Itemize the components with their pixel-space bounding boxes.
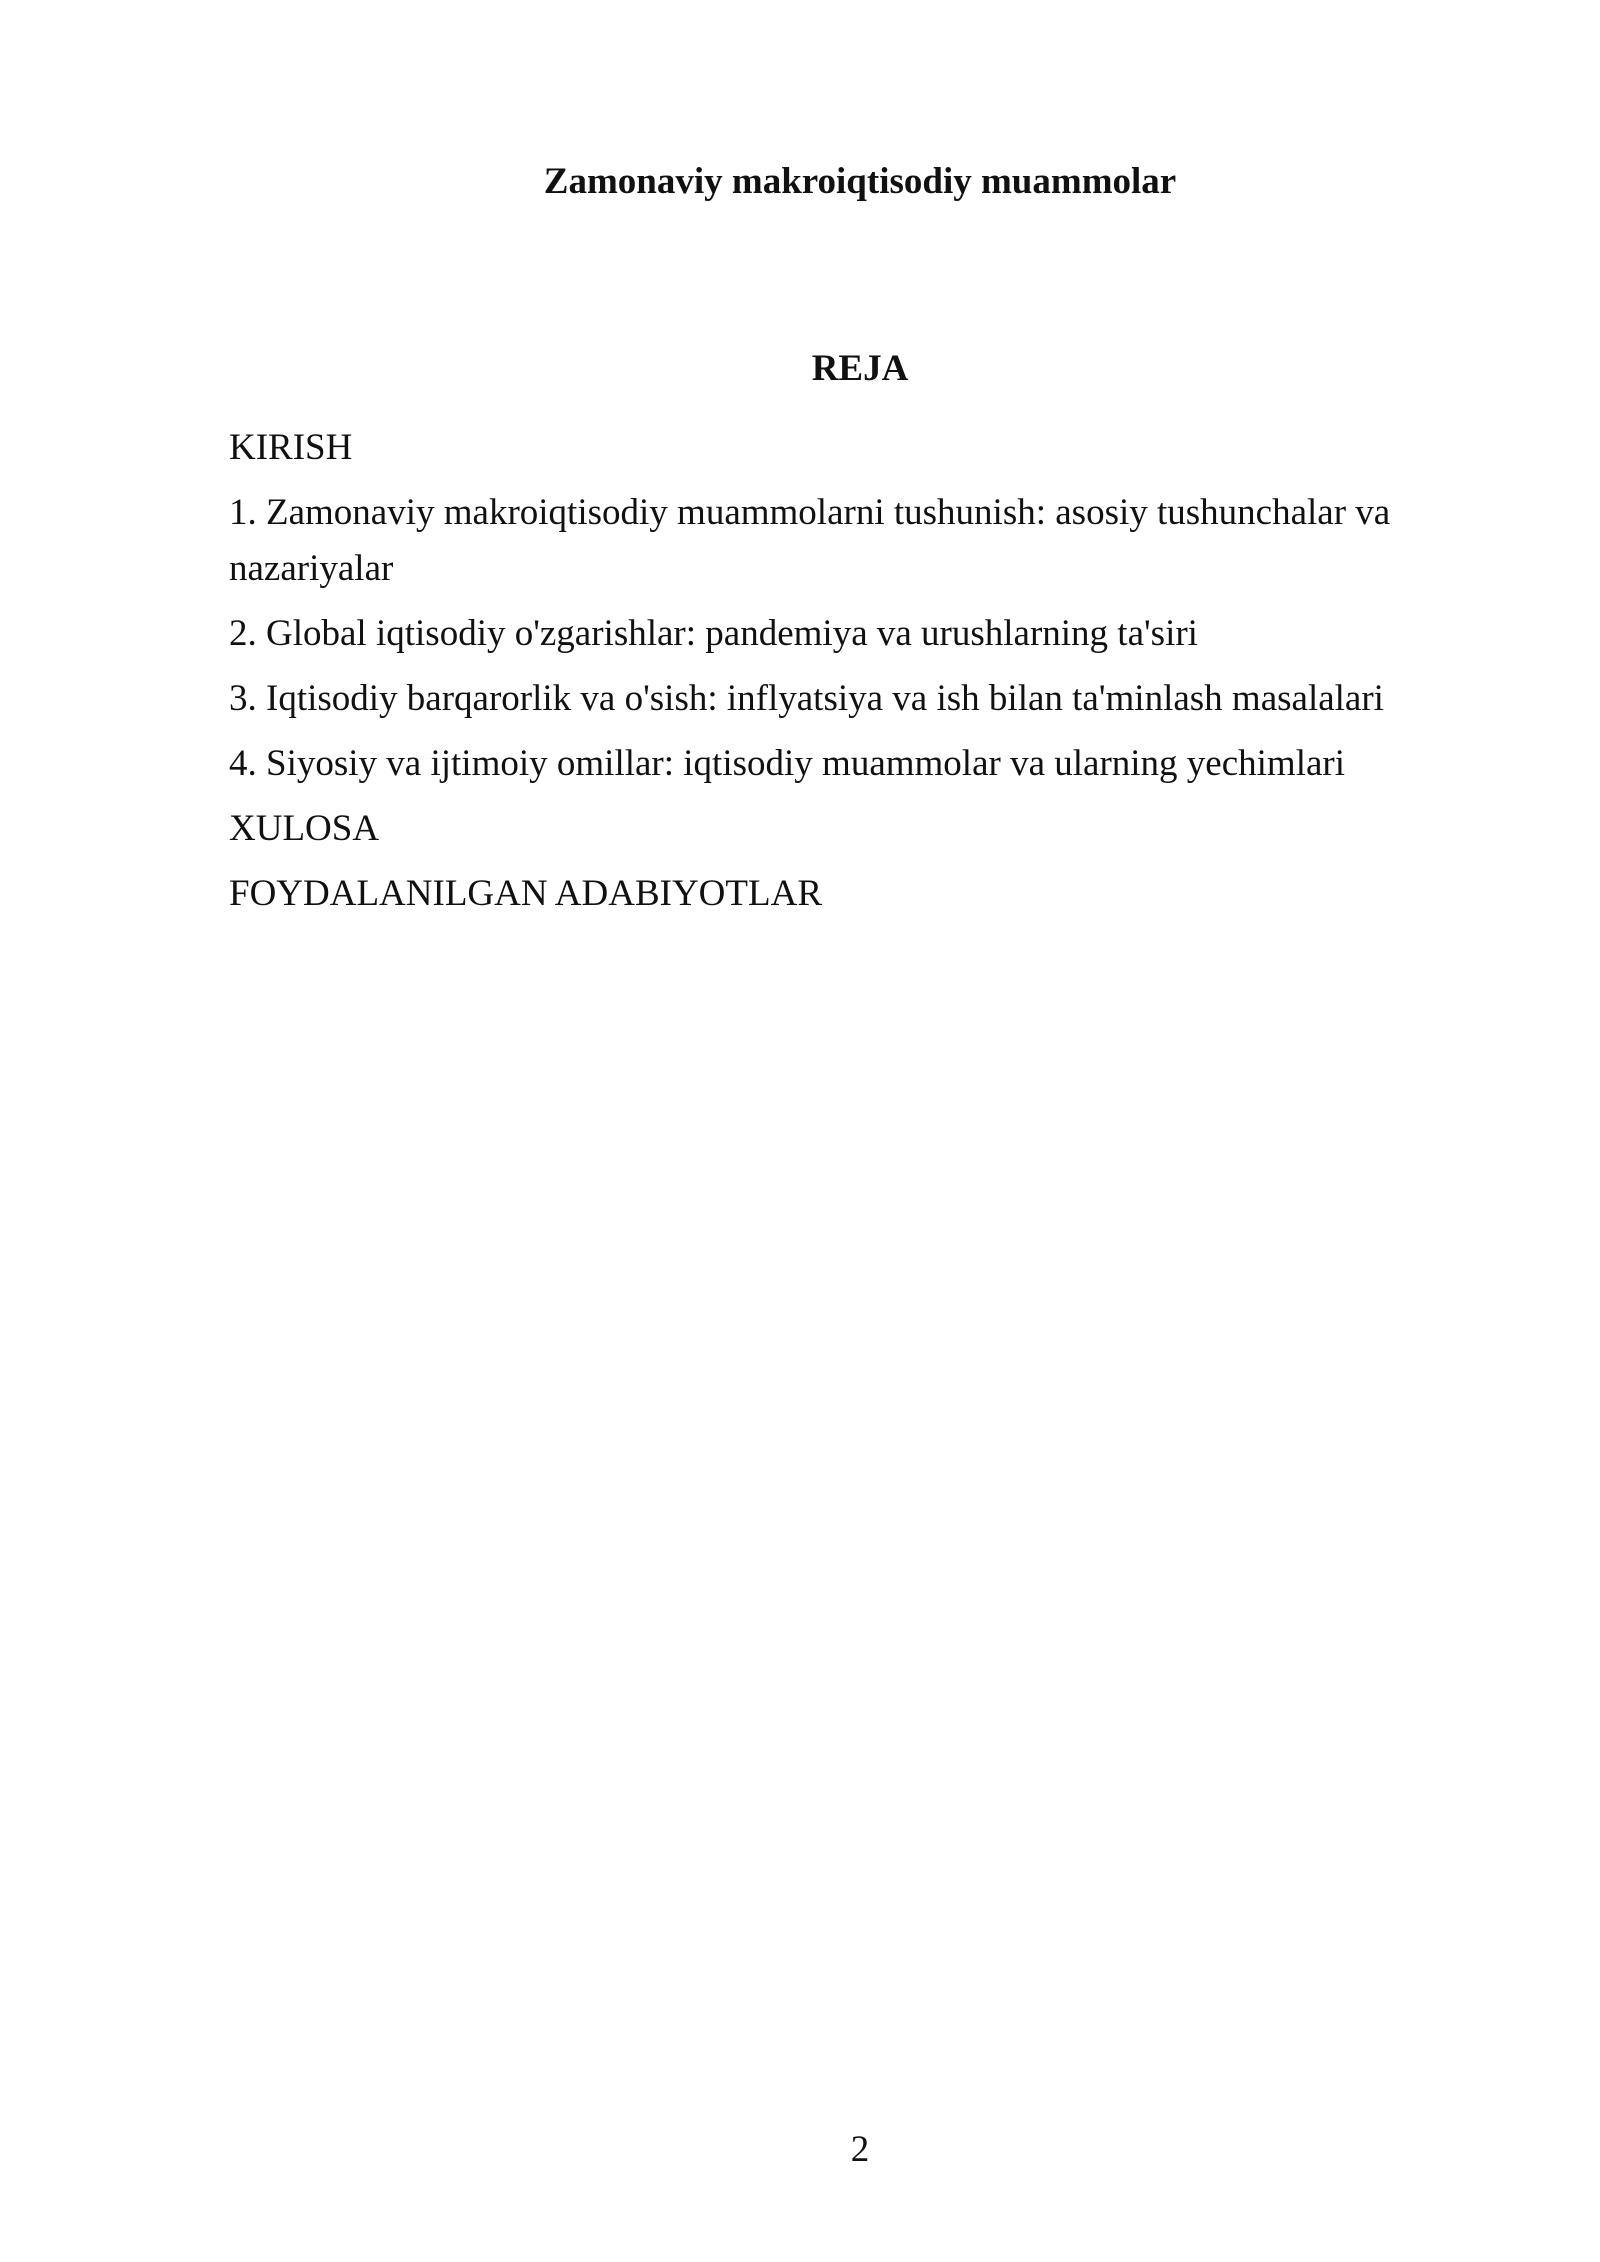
plan-item-3: 3. Iqtisodiy barqarorlik va o'sish: inflyatsiya va ish bilan ta'minlash masalalari (229, 678, 1384, 719)
plan-item-4: 4. Siyosiy va ijtimoiy omillar: iqtisodiy muammolar va ularning yechimlari (229, 743, 1346, 784)
plan-item-2: 2. Global iqtisodiy o'zgarishlar: pandemiya va urushlarning ta'siri (229, 613, 1198, 654)
plan-item-references: FOYDALANILGAN ADABIYOTLAR (229, 873, 822, 914)
plan-item-1: 1. Zamonaviy makroiqtisodiy muammolarni tushunish: asosiy tushunchalar va nazariyalar (229, 492, 1391, 589)
page-number: 2 (850, 2129, 870, 2170)
plan-heading: REJA (811, 348, 909, 389)
plan-item-introduction: KIRISH (229, 427, 353, 468)
plan-list (229, 420, 1419, 931)
plan-item-conclusion: XULOSA (229, 808, 380, 849)
document-title: Zamonaviy makroiqtisodiy muammolar (543, 161, 1177, 202)
